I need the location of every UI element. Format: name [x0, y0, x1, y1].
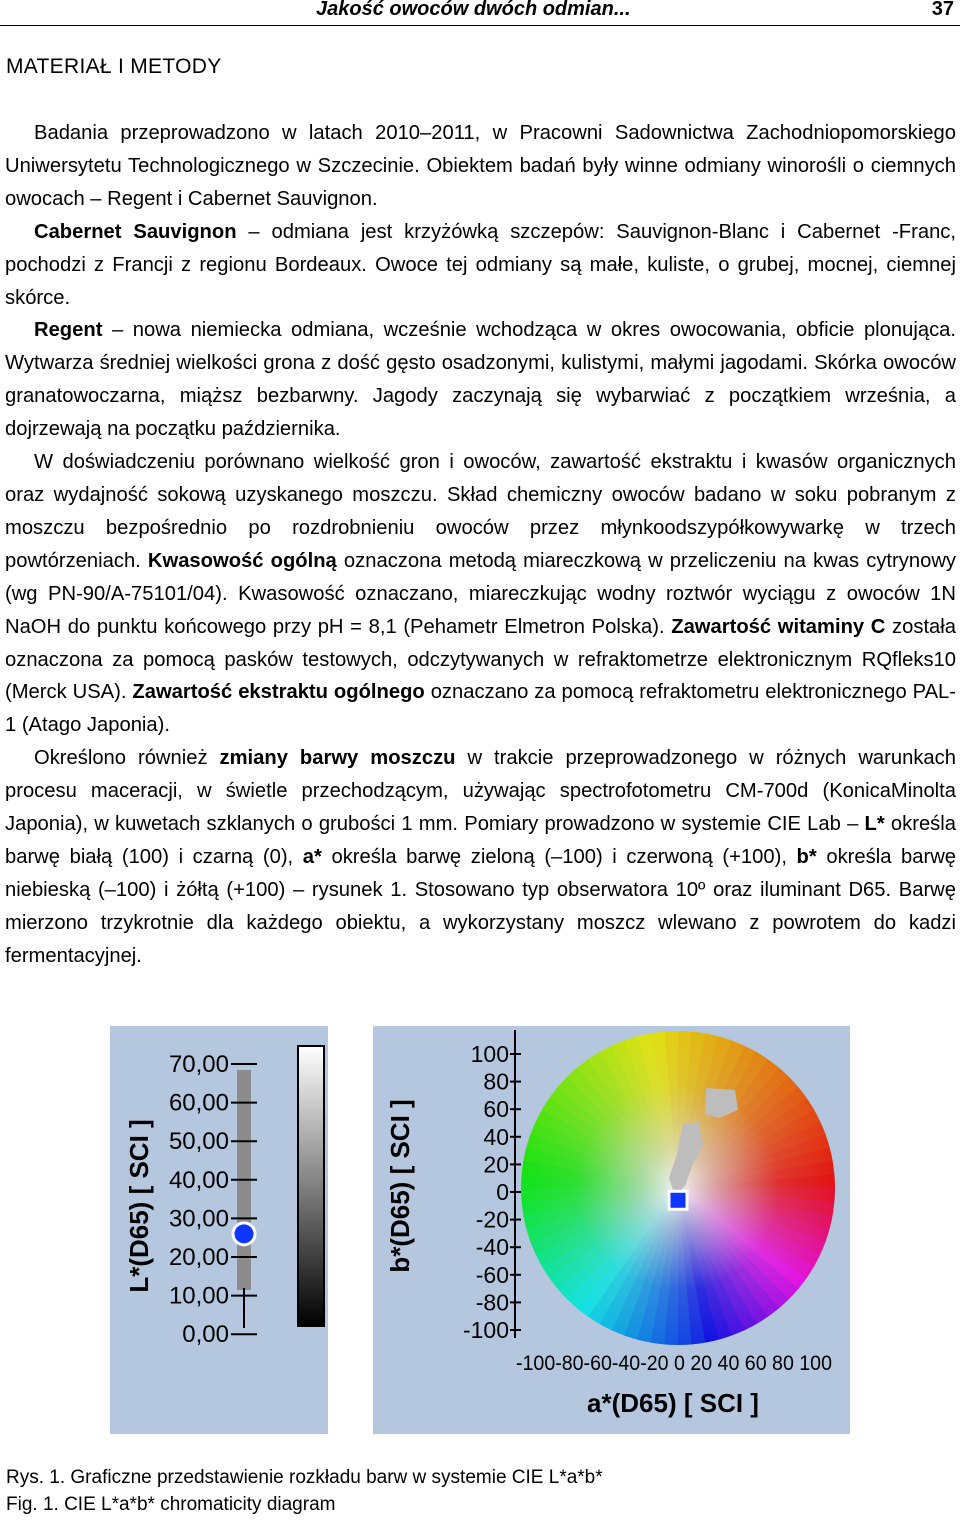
paragraph-cabernet: [5, 216, 956, 315]
figure-caption-pl: Rys. 1. Graficzne przedstawienie rozkładu barw w systemie CIE L*a*b*: [6, 1467, 603, 1488]
page-number: 37: [931, 0, 954, 20]
b-tick-label: 20: [483, 1151, 509, 1178]
l-gradient-bar: [298, 1046, 324, 1326]
paragraph-cabernet-text: – odmiana jest krzyżówką szczepów: Sauvignon-Blanc i Cabernet -Franc, pochodzi z Francji z regionu Bordeaux. Owoce tej odmiany są małe, kuliste, o grubej, mocnej, ciemnej skórce.: [5, 220, 957, 309]
term-cabernet: Cabernet Sauvignon: [34, 220, 237, 243]
l-tick-label: 10,00: [168, 1282, 229, 1310]
figure-caption-en: Fig. 1. CIE L*a*b* chromaticity diagram: [6, 1494, 336, 1515]
l-tick-label: 40,00: [168, 1166, 229, 1194]
b-tick-label: -40: [475, 1234, 509, 1261]
methods-text-c: oznaczona metodą miareczkową w przeliczeniu na kwas cytrynowy (wg PN-90/A-75101/04). Kwasowość oznaczano, miareczkując wodny roztwór wyciągu z owoców 1N NaOH do punktu końcowego przy pH = 8,1 (Pehametr Elmetron Polska).: [5, 549, 956, 638]
term-regent: Regent: [34, 319, 103, 342]
section-title: MATERIAŁ I METODY: [6, 55, 222, 78]
l-tick-label: 20,00: [168, 1244, 229, 1271]
l-tick-label: 30,00: [168, 1205, 229, 1233]
paragraph-study-location: Badania przeprowadzono w latach 2010–2011, w Pracowni Sadownictwa Zachodniopomorskiego Uniwersytetu Technologicznego w Szczecinie. Obiektem badań były winne odmiany winorośli o ciemnych owocach – Regent i Cabernet Sauvignon.: [5, 122, 956, 210]
b-tick-label: -80: [475, 1289, 509, 1316]
b-tick-label: -20: [475, 1206, 509, 1233]
l-tick-label: 60,00: [168, 1089, 229, 1117]
ab-value-marker: [669, 1191, 687, 1209]
term-a-star: a*: [302, 845, 322, 868]
b-axis-label: b*(D65) [ SCI ]: [385, 1099, 415, 1273]
b-tick-label: 80: [483, 1068, 509, 1095]
a-tick-labels: -100-80-60-40-20 0 20 40 60 80 100: [516, 1352, 832, 1375]
b-tick-label: 60: [483, 1096, 509, 1123]
running-title: Jakość owoców dwóch odmian...: [316, 0, 631, 20]
color-text-e: określa barwę zieloną (–100) i czerwoną (+100),: [321, 845, 797, 868]
l-star-panel: [110, 1026, 328, 1434]
l-tick-label: 0,00: [182, 1321, 229, 1349]
b-tick-label: -60: [475, 1261, 509, 1288]
paragraph-regent: [5, 314, 956, 446]
color-text-d: określa barwę białą (100) i czarną (0),: [5, 813, 956, 868]
l-tick-label: 50,00: [168, 1128, 229, 1156]
a-axis-label: a*(D65) [ SCI ]: [587, 1388, 759, 1418]
ab-panel: [373, 1026, 850, 1434]
methods-text-e: oznaczano za pomocą refraktometru elektronicznego PAL-1 (Atago Japonia).: [5, 681, 957, 737]
term-vitamin-c: Zawartość witaminy C: [671, 615, 886, 638]
methods-text-a: W doświadczeniu porównano wielkość gron i owoców, zawartość ekstraktu i kwasów organicznych oraz wydajność sokową uzyskanego moszczu. Skład chemiczny owoców badano w soku pobranym z moszczu bezpośrednio po rozdrobnieniu owoców przez młynkoodszypółkowywarkę w trzech powtórzeniach.: [5, 451, 956, 572]
body-text: [5, 117, 956, 973]
paragraph-regent-text: – nowa niemiecka odmiana, wcześnie wchodząca w okres owocowania, obficie plonująca. Wytwarza średniej wielkości grona z dość gęsto osadzonymi, kulistymi, małymi jagodami. Skórka owoców granatowoczarna, miąższ bezbarwny. Jagody zaczynają się wybarwiać z początkiem września, a dojrzewają na początku października.: [5, 319, 956, 441]
term-acidity: Kwasowość ogólną: [147, 549, 337, 572]
figure-1: [0, 1020, 960, 1440]
color-text-f: określa barwę niebieską (–100) i żółtą (+100) – rysunek 1. Stosowano typ obserwatora 10º oraz iluminant D65. Barwę mierzono trzykrotnie dla każdego obiektu, a wykorzystany moszcz wlewano z powrotem do kadzi fermentacyjnej.: [5, 845, 957, 967]
b-tick-label: 40: [483, 1123, 509, 1150]
term-l-star: L*: [864, 813, 885, 836]
term-color-change: zmiany barwy moszczu: [219, 747, 456, 770]
paragraph-methods: [5, 446, 956, 742]
color-text-a: Określono również: [34, 747, 220, 770]
l-tick-label: 70,00: [168, 1051, 229, 1078]
page-header: [0, 0, 960, 26]
l-axis-label: L*(D65) [ SCI ]: [124, 1119, 154, 1293]
methods-text-d: została oznaczona za pomocą pasków testowych, odczytywanych w refraktometrze elektronicznym RQfleks10 (Merck USA).: [5, 615, 956, 704]
color-text-c: w trakcie przeprowadzonego w różnych warunkach procesu maceracji, w świetle przechodzącym, używając spectrofotometru CM-700d (KonicaMinolta Japonia), w kuwetach szklanych o grubości 1 mm. Pomiary prowadzono w systemie CIE Lab –: [5, 747, 956, 836]
l-value-marker: [233, 1223, 255, 1245]
term-extract: Zawartość ekstraktu ogólnego: [132, 681, 425, 704]
b-tick-label: 100: [470, 1041, 509, 1067]
b-tick-label: -100: [462, 1317, 509, 1343]
term-b-star: b*: [796, 845, 817, 868]
paragraph-color: [5, 742, 956, 972]
b-tick-label: 0: [496, 1179, 509, 1205]
